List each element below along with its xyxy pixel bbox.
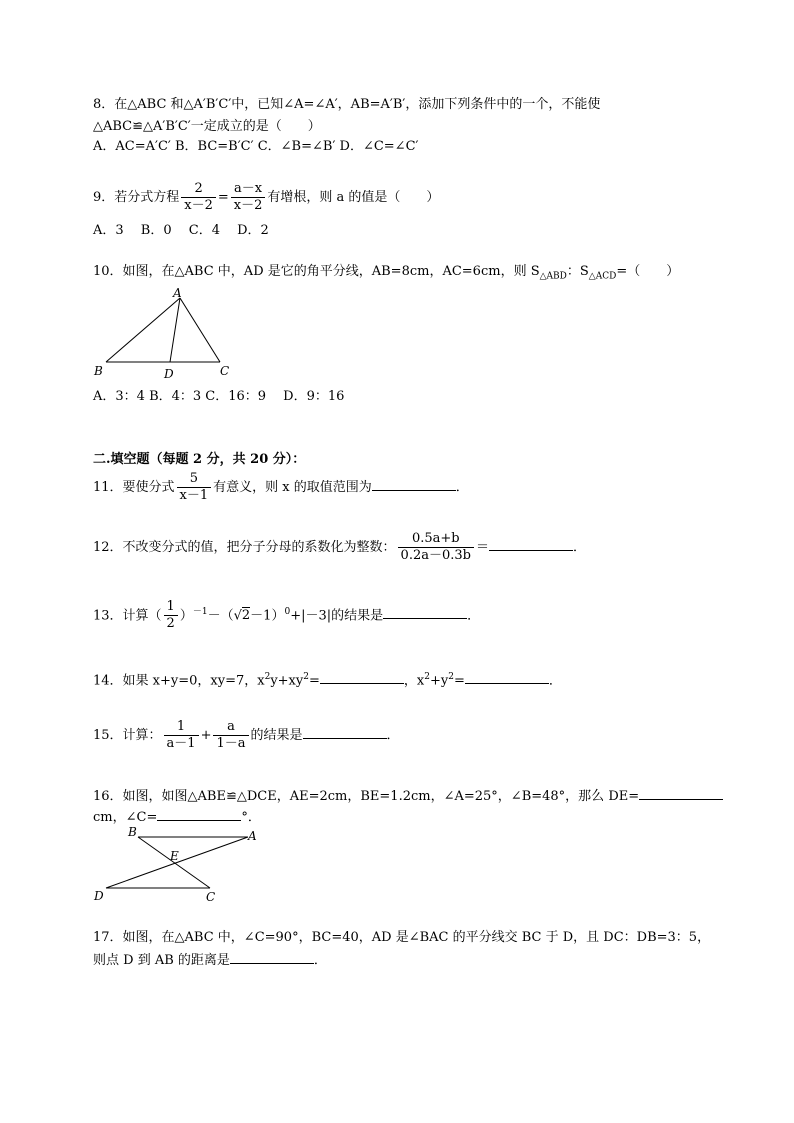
q10-options: A．3：4 B．4：3 C．16：9 D．9：16 (93, 389, 345, 404)
q16-label-c: C (206, 890, 216, 904)
q13-fraction: $\frac{1}{2}$ (164, 599, 178, 632)
q11-stem: 11．要使分式 $\frac{5}{x-1}$ 有意义，则 x 的取值范围为 ． (93, 471, 469, 503)
q16-stem-line1: 16．如图，如图△ABE≌△DCE，AE=2cm，BE=1.2cm，∠A=25°，∠B=48°，那么 DE= (93, 785, 723, 806)
q9-stem: 9．若分式方程 $\frac{2}{x-2}$ = $\frac{a-x}{x-2}$ 有增根，则 a 的值是（ ） (93, 181, 440, 213)
q10-label-d: D (164, 367, 174, 381)
q16-label-e: E (170, 849, 179, 863)
q14-answer-blank-1[interactable] (320, 669, 404, 684)
q15-fraction-2: $\frac{a}{1-a}$ (213, 719, 248, 752)
q11-answer-blank[interactable] (372, 476, 456, 491)
q13-answer-blank[interactable] (383, 604, 467, 619)
q13-stem: 13．计算（ $\frac{1}{2}$ ）$^{-1}-(√2-1)^0+|-3|$的结果是 ． (93, 599, 481, 632)
q10-label-b: B (94, 364, 103, 378)
q16-label-a: A (248, 829, 257, 843)
q17-stem-line2: 则点 D 到 AB 的距离是 ． (93, 949, 327, 970)
q12-answer-blank[interactable] (489, 536, 573, 551)
q17-stem-line1: 17．如图，在△ABC 中，∠C=90°，BC=40，AD 是∠BAC 的平分线交 BC 于 D，且 DC：DB=3：5， (93, 930, 711, 945)
q16-crossing-triangles-figure (90, 824, 260, 906)
q14-answer-blank-2[interactable] (465, 669, 549, 684)
q10-segment-ac (180, 298, 220, 362)
q13-sqrt: √2 (233, 608, 251, 624)
q9-prefix: 9．若分式方程 (93, 190, 180, 205)
q8-options: A．AC=A′C′ B．BC=B′C′ C．∠B=∠B′ D．∠C=∠C′ (93, 139, 419, 154)
section-fill-in-heading: 二.填空题（每题 2 分，共 20 分）： (93, 452, 306, 467)
q11-fraction: $\frac{5}{x-1}$ (177, 471, 212, 504)
q16-label-b: B (128, 825, 137, 839)
q9-options: A．3 B．0 C．4 D．2 (93, 223, 269, 238)
q16-label-d: D (94, 889, 104, 903)
q14-stem: 14．如果 x+y=0，xy=7，$x^2y+xy^2=$ ，$x^2+y^2=$ ． (93, 668, 562, 690)
q10-label-c: C (220, 364, 230, 378)
q15-fraction-1: $\frac{1}{a-1}$ (164, 719, 199, 752)
q8-stem-line2: △ABC≌△A′B′C′一定成立的是（ ） (93, 119, 321, 134)
q16-stem-line2: cm，∠C= °． (93, 806, 261, 827)
q12-stem: 12．不改变分式的值，把分子分母的系数化为整数： $\frac{0.5a+b}{0.2a-0.3b}$ ＝ ． (93, 531, 586, 563)
q9-fraction-2: $\frac{a-x}{x-2}$ (231, 181, 266, 214)
q15-stem: 15．计算： $\frac{1}{a-1}$ + $\frac{a}{1-a}$ 的结果是 ． (93, 719, 400, 751)
q10-triangle-figure (88, 286, 238, 382)
q16-answer-blank-angle-c[interactable] (157, 806, 241, 821)
q10-label-a: A (173, 286, 182, 300)
q16-answer-blank-de[interactable] (639, 785, 723, 800)
q15-answer-blank[interactable] (303, 724, 387, 739)
q10-segment-ad (170, 298, 180, 362)
q10-stem: 10．如图，在△ABC 中，AD 是它的角平分线，AB=8cm，AC=6cm，则 $S_{\triangle ABD}$：$S_{\triangle ACD}=$（ ） (93, 264, 680, 282)
q10-segment-ab (106, 298, 180, 362)
q8-stem-line1: 8．在△ABC 和△A′B′C′中，已知∠A=∠A′，AB=A′B′，添加下列条件中的一个，不能使 (93, 97, 601, 112)
q9-fraction-1: $\frac{2}{x-2}$ (181, 181, 216, 214)
q9-suffix: 有增根，则 a 的值是（ ） (267, 190, 440, 205)
q17-answer-blank[interactable] (230, 949, 314, 964)
q12-fraction: $\frac{0.5a+b}{0.2a-0.3b}$ (398, 531, 474, 564)
